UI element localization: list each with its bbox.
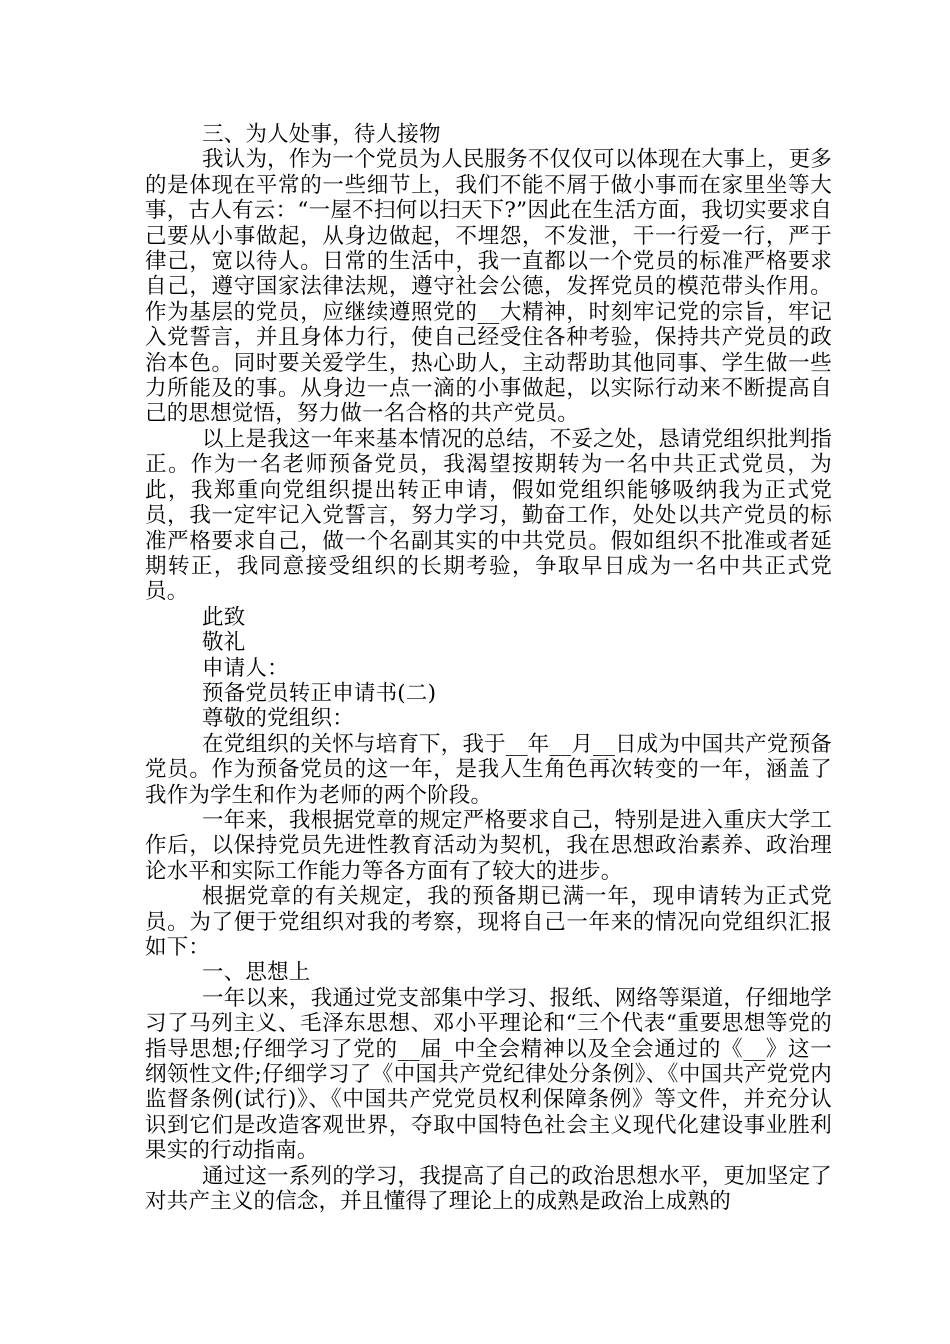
greeting: 尊敬的党组织： <box>202 706 354 732</box>
document-title-2: 预备党员转正申请书(二) <box>202 680 437 706</box>
section-heading-1: 一、思想上 <box>202 960 311 986</box>
closing-regards: 敬礼 <box>202 630 246 656</box>
paragraph: 根据党章的有关规定，我的预备期已满一年，现申请转为正式党员。为了便于党组织对我的考察，现将自己一年来的情况向党组织汇报如下： <box>145 884 832 960</box>
paragraph: 一年来，我根据党章的规定严格要求自己，特别是进入重庆大学工作后，以保持党员先进性教育活动为契机，我在思想政治素养、政治理论水平和实际工作能力等各方面有了较大的进步。 <box>145 807 832 884</box>
paragraph: 通过这一系列的学习，我提高了自己的政治思想水平，更加坚定了对共产主义的信念，并且懂得了理论上的成熟是政治上成熟的 <box>145 1163 832 1215</box>
closing-salutation: 此致 <box>202 604 246 630</box>
paragraph: 在党组织的关怀与培育下，我于__年__月__日成为中国共产党预备党员。作为预备党员的这一年，是我人生角色再次转变的一年，涵盖了我作为学生和作为老师的两个阶段。 <box>145 731 832 808</box>
paragraph: 以上是我这一年来基本情况的总结，不妥之处，恳请党组织批判指正。作为一名老师预备党员，我渴望按期转为一名中共正式党员，为此，我郑重向党组织提出转正申请，假如党组织能够吸纳我为正式党员，我一定牢记入党誓言，努力学习，勤奋工作，处处以共产党员的标准严格要求自己，做一个名副其实的中共党员。假如组织不批准或者延期转正，我同意接受组织的长期考验，争取早日成为一名中共正式党员。 <box>145 426 832 605</box>
section-heading-3: 三、为人处事，待人接物 <box>202 122 441 147</box>
paragraph: 一年以来，我通过党支部集中学习、报纸、网络等渠道，仔细地学习了马列主义、毛泽东思想、邓小平理论和“三个代表“重要思想等党的指导思想;仔细学习了党的__届_中全会精神以及全会通过的《__》这一纲领性文件;仔细学习了《中国共产党纪律处分条例》、《中国共产党党内监督条例(试行)》、《中国共产党党员权利保障条例》等文件，并充分认识到它们是改造客观世界，夺取中国特色社会主义现代化建设事业胜利果实的行动指南。 <box>145 985 832 1164</box>
paragraph: 我认为，作为一个党员为人民服务不仅仅可以体现在大事上，更多的是体现在平常的一些细节上，我们不能不屑于做小事而在家里坐等大事，古人有云：“一屋不扫何以扫天下?”因此在生活方面，我切实要求自己要从小事做起，从身边做起，不埋怨，不发泄，干一行爱一行，严于律己，宽以待人。日常的生活中，我一直都以一个党员的标准严格要求自己，遵守国家法律法规，遵守社会公德，发挥党员的模范带头作用。作为基层的党员，应继续遵照党的__大精神，时刻牢记党的宗旨，牢记入党誓言，并且身体力行，使自己经受住各种考验，保持共产党员的政治本色。同时要关爱学生，热心助人，主动帮助其他同事、学生做一些力所能及的事。从身边一点一滴的小事做起，以实际行动来不断提高自己的思想觉悟，努力做一名合格的共产党员。 <box>145 147 832 427</box>
applicant-label: 申请人： <box>202 655 289 681</box>
